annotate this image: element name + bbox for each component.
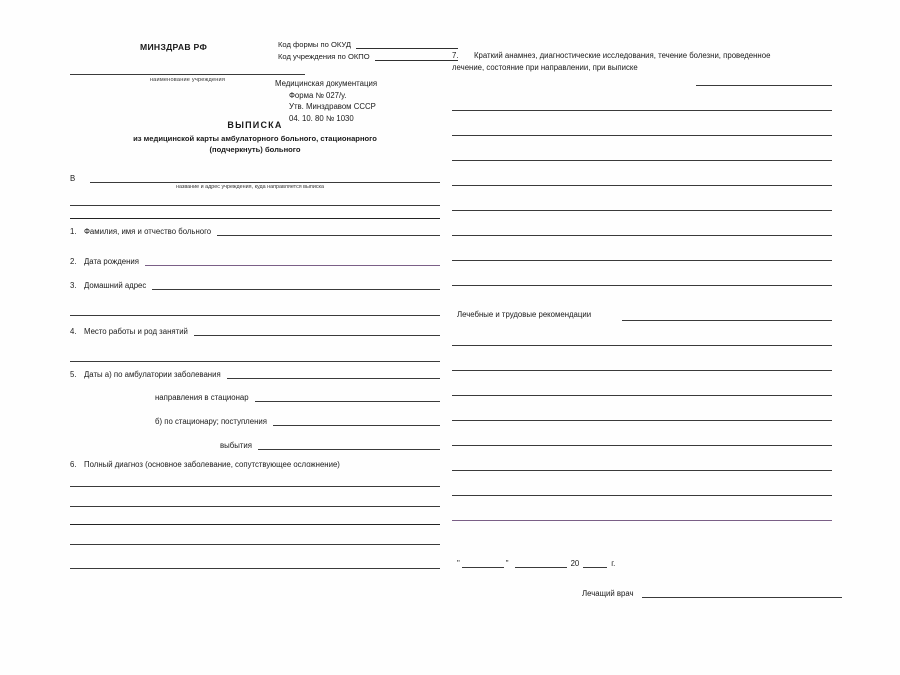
- diagnosis-line-2[interactable]: [70, 506, 440, 507]
- page-subtitle-line1: из медицинской карты амбулаторного больного, стационарного: [133, 134, 377, 143]
- anamnesis-heading: [452, 50, 852, 74]
- anamnesis-line-1[interactable]: [452, 110, 832, 111]
- anamnesis-line-2[interactable]: [452, 135, 832, 136]
- recommendations-line-8[interactable]: [452, 520, 832, 521]
- field-workplace-extra-line[interactable]: [70, 361, 440, 362]
- date-year-prefix: 20: [570, 559, 580, 568]
- field-destination-input[interactable]: [90, 173, 440, 183]
- field-workplace: [70, 326, 440, 336]
- field-workplace-input[interactable]: [194, 326, 440, 336]
- field-discharge: [220, 440, 440, 450]
- field-diagnosis-label: Полный диагноз (основное заболевание, сопутствующее осложнение): [84, 460, 340, 469]
- recommendations-line-4[interactable]: [452, 420, 832, 421]
- date-year-input[interactable]: [583, 558, 607, 568]
- date-month-input[interactable]: [515, 558, 567, 568]
- anamnesis-line-7[interactable]: [452, 260, 832, 261]
- field-diagnosis-number: 6.: [70, 460, 77, 469]
- anamnesis-line-0[interactable]: [696, 85, 832, 86]
- page-subtitle-line2: (подчеркнуть) больного: [209, 145, 301, 154]
- field-diagnosis: [70, 460, 440, 469]
- field-birthdate-label: Дата рождения: [84, 257, 140, 266]
- date-day-input[interactable]: [462, 558, 504, 568]
- recommendations-line-7[interactable]: [452, 495, 832, 496]
- attending-doctor-signature[interactable]: [642, 588, 842, 598]
- diagnosis-line-5[interactable]: [70, 568, 440, 569]
- anamnesis-line-4[interactable]: [452, 185, 832, 186]
- code-row-okpo: [278, 52, 458, 61]
- diagnosis-line-1[interactable]: [70, 486, 440, 487]
- recommendations-line-3[interactable]: [452, 395, 832, 396]
- field-dates-label: Даты а) по амбулатории заболевания: [84, 370, 221, 379]
- anamnesis-text-line1: Краткий анамнез, диагностические исследования, течение болезни, проведенное: [474, 51, 771, 60]
- date-quote-close: ": [505, 559, 509, 568]
- recommendations-line-6[interactable]: [452, 470, 832, 471]
- field-dates-outpatient: [70, 369, 440, 379]
- field-fullname: [70, 226, 440, 236]
- field-dates-number: 5.: [70, 370, 77, 379]
- code-label-okud: Код формы по ОКУД: [278, 40, 351, 49]
- anamnesis-text-line2: лечение, состояние при направлении, при выписке: [452, 63, 638, 73]
- field-fullname-input[interactable]: [217, 226, 440, 236]
- anamnesis-line-3[interactable]: [452, 160, 832, 161]
- field-admission-input[interactable]: [273, 416, 440, 426]
- date-quote-open: ": [457, 559, 460, 568]
- field-address-number: 3.: [70, 281, 77, 290]
- attending-doctor-label: Лечащий врач: [582, 589, 634, 598]
- field-birthdate-number: 2.: [70, 257, 77, 266]
- field-address-extra-line[interactable]: [70, 315, 440, 316]
- recommendations-line-2[interactable]: [452, 370, 832, 371]
- anamnesis-number: 7.: [452, 51, 459, 60]
- form-codes-block: [278, 40, 458, 64]
- meta-line-3: Утв. Минздравом СССР: [289, 102, 376, 112]
- field-address-input[interactable]: [152, 280, 440, 290]
- left-column: [60, 28, 450, 618]
- diagnosis-line-4[interactable]: [70, 544, 440, 545]
- meta-line-1: Медицинская документация: [275, 79, 378, 88]
- diagnosis-line-3[interactable]: [70, 524, 440, 525]
- code-row-okud: [278, 40, 458, 49]
- field-admission-label: б) по стационару; поступления: [155, 417, 267, 426]
- field-fullname-number: 1.: [70, 227, 77, 236]
- organization-name-line: [70, 74, 305, 75]
- right-column: [452, 50, 852, 610]
- attending-doctor-row: [582, 588, 842, 598]
- anamnesis-line-8[interactable]: [452, 285, 832, 286]
- code-input-okpo[interactable]: [375, 52, 458, 61]
- field-address: [70, 280, 440, 290]
- field-destination-caption: название и адрес учреждения, куда направляется выписка: [175, 184, 325, 190]
- code-label-okpo: Код учреждения по ОКПО: [278, 52, 370, 61]
- page-subtitle: [60, 133, 450, 155]
- document-meta: [275, 78, 465, 125]
- ministry-title: МИНЗДРАВ РФ: [140, 42, 208, 52]
- anamnesis-line-6[interactable]: [452, 235, 832, 236]
- field-discharge-input[interactable]: [258, 440, 440, 450]
- organization-name-caption: наименование учреждения: [149, 77, 226, 83]
- field-destination-label: В: [70, 174, 76, 183]
- recommendations-label: Лечебные и трудовые рекомендации: [457, 310, 592, 319]
- field-birthdate: [70, 256, 440, 266]
- field-address-label: Домашний адрес: [84, 281, 147, 290]
- field-destination: [70, 173, 440, 183]
- page-title: ВЫПИСКА: [227, 120, 283, 130]
- field-referral-label: направления в стационар: [155, 393, 249, 402]
- field-fullname-label: Фамилия, имя и отчество больного: [84, 227, 212, 236]
- destination-extra-line-1[interactable]: [70, 205, 440, 206]
- anamnesis-line-5[interactable]: [452, 210, 832, 211]
- meta-line-2: Форма № 027/у.: [289, 90, 347, 100]
- destination-extra-line-2[interactable]: [70, 218, 440, 219]
- field-workplace-number: 4.: [70, 327, 77, 336]
- field-workplace-label: Место работы и род занятий: [84, 327, 188, 336]
- signature-date-row: [457, 558, 615, 568]
- recommendations-line-1[interactable]: [452, 345, 832, 346]
- field-admission: [155, 416, 440, 426]
- document-title-block: [60, 120, 450, 155]
- field-referral: [155, 392, 440, 402]
- recommendations-line-5[interactable]: [452, 445, 832, 446]
- field-referral-input[interactable]: [255, 392, 440, 402]
- field-birthdate-input[interactable]: [145, 256, 440, 266]
- code-input-okud[interactable]: [356, 40, 458, 49]
- field-dates-input[interactable]: [227, 369, 440, 379]
- field-discharge-label: выбытия: [220, 441, 252, 450]
- meta-line-4: 04. 10. 80 № 1030: [289, 114, 354, 124]
- recommendations-line-0[interactable]: [622, 320, 832, 321]
- date-year-suffix: г.: [611, 559, 616, 568]
